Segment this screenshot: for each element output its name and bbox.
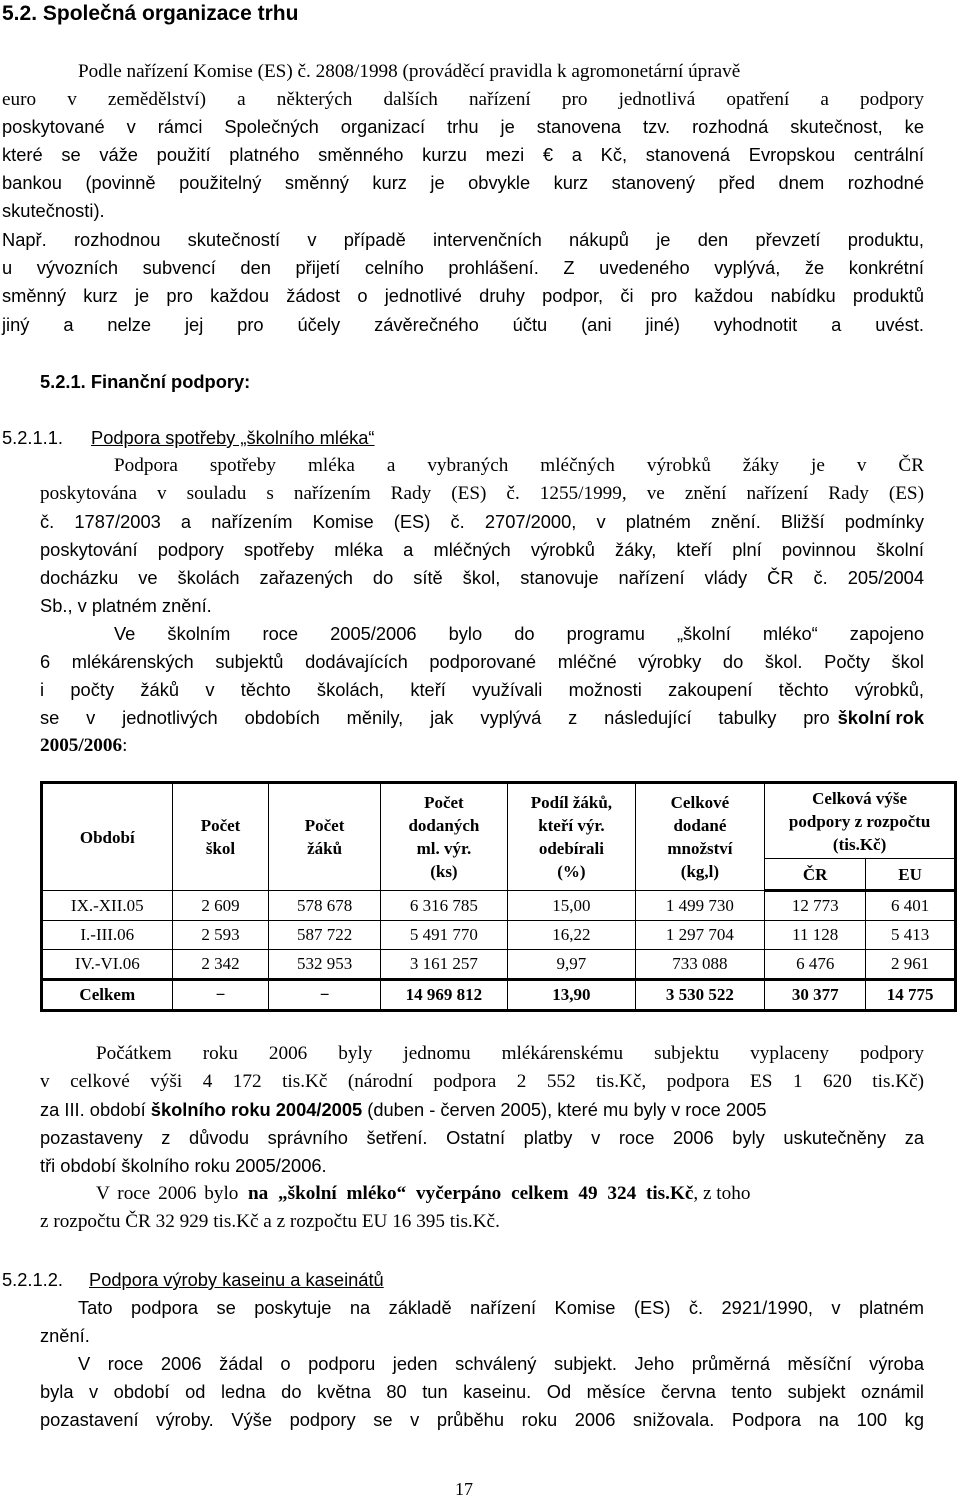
cell: 733 088	[635, 950, 765, 980]
table-row	[42, 921, 956, 950]
header-line: podpory z rozpočtu	[788, 811, 931, 831]
paragraph-line	[40, 704, 924, 732]
cell: 6 401	[866, 891, 956, 921]
cell: 2 961	[866, 950, 956, 980]
col-header-obdobi: Období	[42, 783, 173, 891]
paragraph-line: směnný kurz je pro každou žádost o jednotlivé druhy podpor, či pro každou nabídku produktů	[2, 285, 924, 306]
cell-total-label: Celkem	[42, 980, 173, 1011]
cell: 14 775	[866, 980, 956, 1011]
paragraph-line: V roce 2006 žádal o podporu jeden schválený subjekt. Jeho průměrná měsíční výroba	[78, 1353, 924, 1374]
paragraph-line: byla v období od ledna do května 80 tun kaseinu. Od měsíce června tento subjekt oznámil	[40, 1381, 924, 1402]
header-line: dodané	[673, 816, 727, 835]
cell: 1 499 730	[635, 891, 765, 921]
paragraph-text: (duben - červen 2005), které mu byly v roce 2005	[367, 1099, 767, 1120]
paragraph-text: , z toho	[693, 1183, 751, 1204]
cell: 6 316 785	[380, 891, 508, 921]
bold-text: 2005/2006	[40, 735, 123, 756]
section-heading: 5.2. Společná organizace trhu	[2, 2, 299, 25]
cell: 2 342	[172, 950, 269, 980]
cell: 16,22	[508, 921, 636, 950]
paragraph-line: poskytované v rámci Společných organizací trhu je stanovena tzv. rozhodná skutečnost, ke	[2, 116, 924, 137]
cell: 587 722	[269, 921, 380, 950]
header-line: ml. výr.	[416, 839, 472, 858]
bold-text: školního roku 2004/2005	[150, 1099, 363, 1120]
cell: −	[269, 980, 380, 1011]
paragraph-line: č. 1787/2003 a nařízením Komise (ES) č. 2707/2000, v platném znění. Bližší podmínky	[40, 511, 924, 532]
cell: 12 773	[765, 891, 866, 921]
cell: 15,00	[508, 891, 636, 921]
paragraph-text: za III. období	[40, 1099, 146, 1120]
header-line: žáků	[307, 839, 343, 858]
paragraph-line: z rozpočtu ČR 32 929 tis.Kč a z rozpočtu EU 16 395 tis.Kč.	[40, 1211, 500, 1232]
header-line: škol	[205, 839, 236, 858]
paragraph-text: :	[122, 735, 128, 756]
header-line: množství	[667, 839, 733, 858]
subsection-heading: 5.2.1. Finanční podpory:	[40, 371, 251, 392]
page-number: 17	[455, 1479, 473, 1499]
cell: −	[172, 980, 269, 1011]
paragraph-line: poskytování podpory spotřeby mléka a mléčných výrobků žáky, kteří plní povinnou školní	[40, 539, 924, 560]
cell: 2 609	[172, 891, 269, 921]
paragraph-line: euro v zemědělství) a některých dalších nařízení pro jednotlivá opatření a podpory	[2, 89, 924, 110]
header-line: Počet	[304, 816, 345, 835]
col-header-pocet-zaku	[269, 783, 380, 891]
cell: 14 969 812	[380, 980, 508, 1011]
bold-text: na „školní mléko“ vyčerpáno celkem 49 324 tis.Kč	[248, 1183, 694, 1204]
cell-period: IX.-XII.05	[42, 891, 173, 921]
school-milk-table	[40, 781, 957, 1012]
paragraph-line: Sb., v platném znění.	[40, 595, 212, 616]
header-line: Celková výše	[812, 788, 908, 808]
header-line: kteří výr.	[538, 816, 605, 835]
paragraph-text: se v jednotlivých obdobích měnily, jak vyplývá z následující tabulky pro	[40, 707, 830, 728]
cell: 13,90	[508, 980, 636, 1011]
paragraph-line: docházku ve školách zařazených do sítě škol, stanovuje nařízení vlády ČR č. 205/2004	[40, 567, 924, 588]
subsection-number: 5.2.1.1.	[2, 427, 63, 448]
paragraph-line: tři období školního roku 2005/2006.	[40, 1155, 327, 1176]
paragraph-line: Ve školním roce 2005/2006 bylo do programu „školní mléko“ zapojeno	[114, 623, 924, 644]
cell: 2 593	[172, 921, 269, 950]
table-total-row	[42, 980, 956, 1011]
table-row	[42, 891, 956, 921]
paragraph-line: skutečnosti).	[2, 200, 105, 221]
subsection-title: Podpora spotřeby „školního mléka“	[91, 427, 375, 448]
header-line: Počet	[200, 816, 241, 835]
header-line: Podíl žáků,	[530, 793, 613, 812]
col-header-pocet-skol	[172, 783, 269, 891]
header-line: odebírali	[538, 839, 604, 858]
cell: 3 530 522	[635, 980, 765, 1011]
cell: 578 678	[269, 891, 380, 921]
paragraph-line: jiný a nelze jej pro účely závěrečného účtu (ani jiné) vyhodnotit a uvést.	[2, 314, 924, 335]
header-line: dodaných	[408, 816, 480, 835]
paragraph-line: bankou (povinně použitelný směnný kurz je obvykle kurz stanovený před dnem rozhodné	[2, 172, 924, 193]
paragraph-line: 6 mlékárenských subjektů dodávajících podporované mléčné výrobky do škol. Počty škol	[40, 651, 924, 672]
cell: 532 953	[269, 950, 380, 980]
paragraph-text: V roce 2006 bylo	[96, 1183, 239, 1204]
cell: 30 377	[765, 980, 866, 1011]
cell: 3 161 257	[380, 950, 508, 980]
cell: 5 413	[866, 921, 956, 950]
paragraph-line: znění.	[40, 1325, 90, 1346]
cell: 9,97	[508, 950, 636, 980]
paragraph-line: Podle nařízení Komise (ES) č. 2808/1998 (prováděcí pravidla k agromonetární úpravě	[78, 61, 741, 82]
header-line: Celkové	[670, 793, 730, 812]
cell: 11 128	[765, 921, 866, 950]
paragraph-line: Podpora spotřeby mléka a vybraných mléčných výrobků žáky je v ČR	[114, 455, 924, 476]
paragraph-line: Počátkem roku 2006 byly jednomu mlékárenskému subjektu vyplaceny podpory	[96, 1043, 924, 1064]
cell: 6 476	[765, 950, 866, 980]
subsection-number: 5.2.1.2.	[2, 1269, 63, 1290]
paragraph-line: poskytována v souladu s nařízením Rady (ES) č. 1255/1999, ve znění nařízení Rady (ES)	[40, 483, 924, 504]
bold-text: školní rok	[837, 707, 924, 728]
paragraph-line: Např. rozhodnou skutečností v případě intervenčních nákupů je den převzetí produktu,	[2, 229, 924, 250]
paragraph-line: i počty žáků v těchto školách, kteří využívali možnosti zakoupení těchto výrobků,	[40, 679, 924, 700]
paragraph-line: pozastaveny z důvodu správního šetření. Ostatní platby v roce 2006 byly uskutečněny za	[40, 1127, 924, 1148]
cell: 1 297 704	[635, 921, 765, 950]
paragraph-line	[96, 1180, 924, 1208]
paragraph-line: které se váže použití platného směnného kurzu mezi € a Kč, stanovená Evropskou centrální	[2, 144, 924, 165]
header-line: (tis.Kč)	[832, 834, 887, 854]
header-line: (kg,l)	[680, 862, 720, 881]
header-line: (%)	[557, 862, 586, 881]
cell-period: I.-III.06	[42, 921, 173, 950]
paragraph-line: Tato podpora se poskytuje na základě nařízení Komise (ES) č. 2921/1990, v platném	[78, 1297, 924, 1318]
subsection-title: Podpora výroby kaseinu a kaseinátů	[89, 1269, 384, 1290]
col-header-cr: ČR	[765, 859, 866, 891]
paragraph-line: u vývozních subvencí den přijetí celního prohlášení. Z uvedeného vyplývá, že konkrétní	[2, 257, 924, 278]
col-header-eu: EU	[866, 859, 956, 891]
header-line: Počet	[424, 793, 464, 812]
col-header-celkova-vyse	[765, 783, 956, 859]
header-line: (ks)	[430, 862, 458, 881]
cell: 5 491 770	[380, 921, 508, 950]
col-header-pocet-dodanych	[380, 783, 508, 891]
paragraph-line	[40, 1096, 924, 1124]
paragraph-line: v celkové výši 4 172 tis.Kč (národní podpora 2 552 tis.Kč, podpora ES 1 620 tis.Kč)	[40, 1071, 924, 1092]
cell-period: IV.-VI.06	[42, 950, 173, 980]
col-header-podil	[508, 783, 636, 891]
paragraph-line: pozastavení výroby. Výše podpory se v průběhu roku 2006 snižovala. Podpora na 100 kg	[40, 1409, 924, 1430]
table-row	[42, 950, 956, 980]
col-header-celkove	[635, 783, 765, 891]
paragraph-line	[40, 732, 127, 760]
